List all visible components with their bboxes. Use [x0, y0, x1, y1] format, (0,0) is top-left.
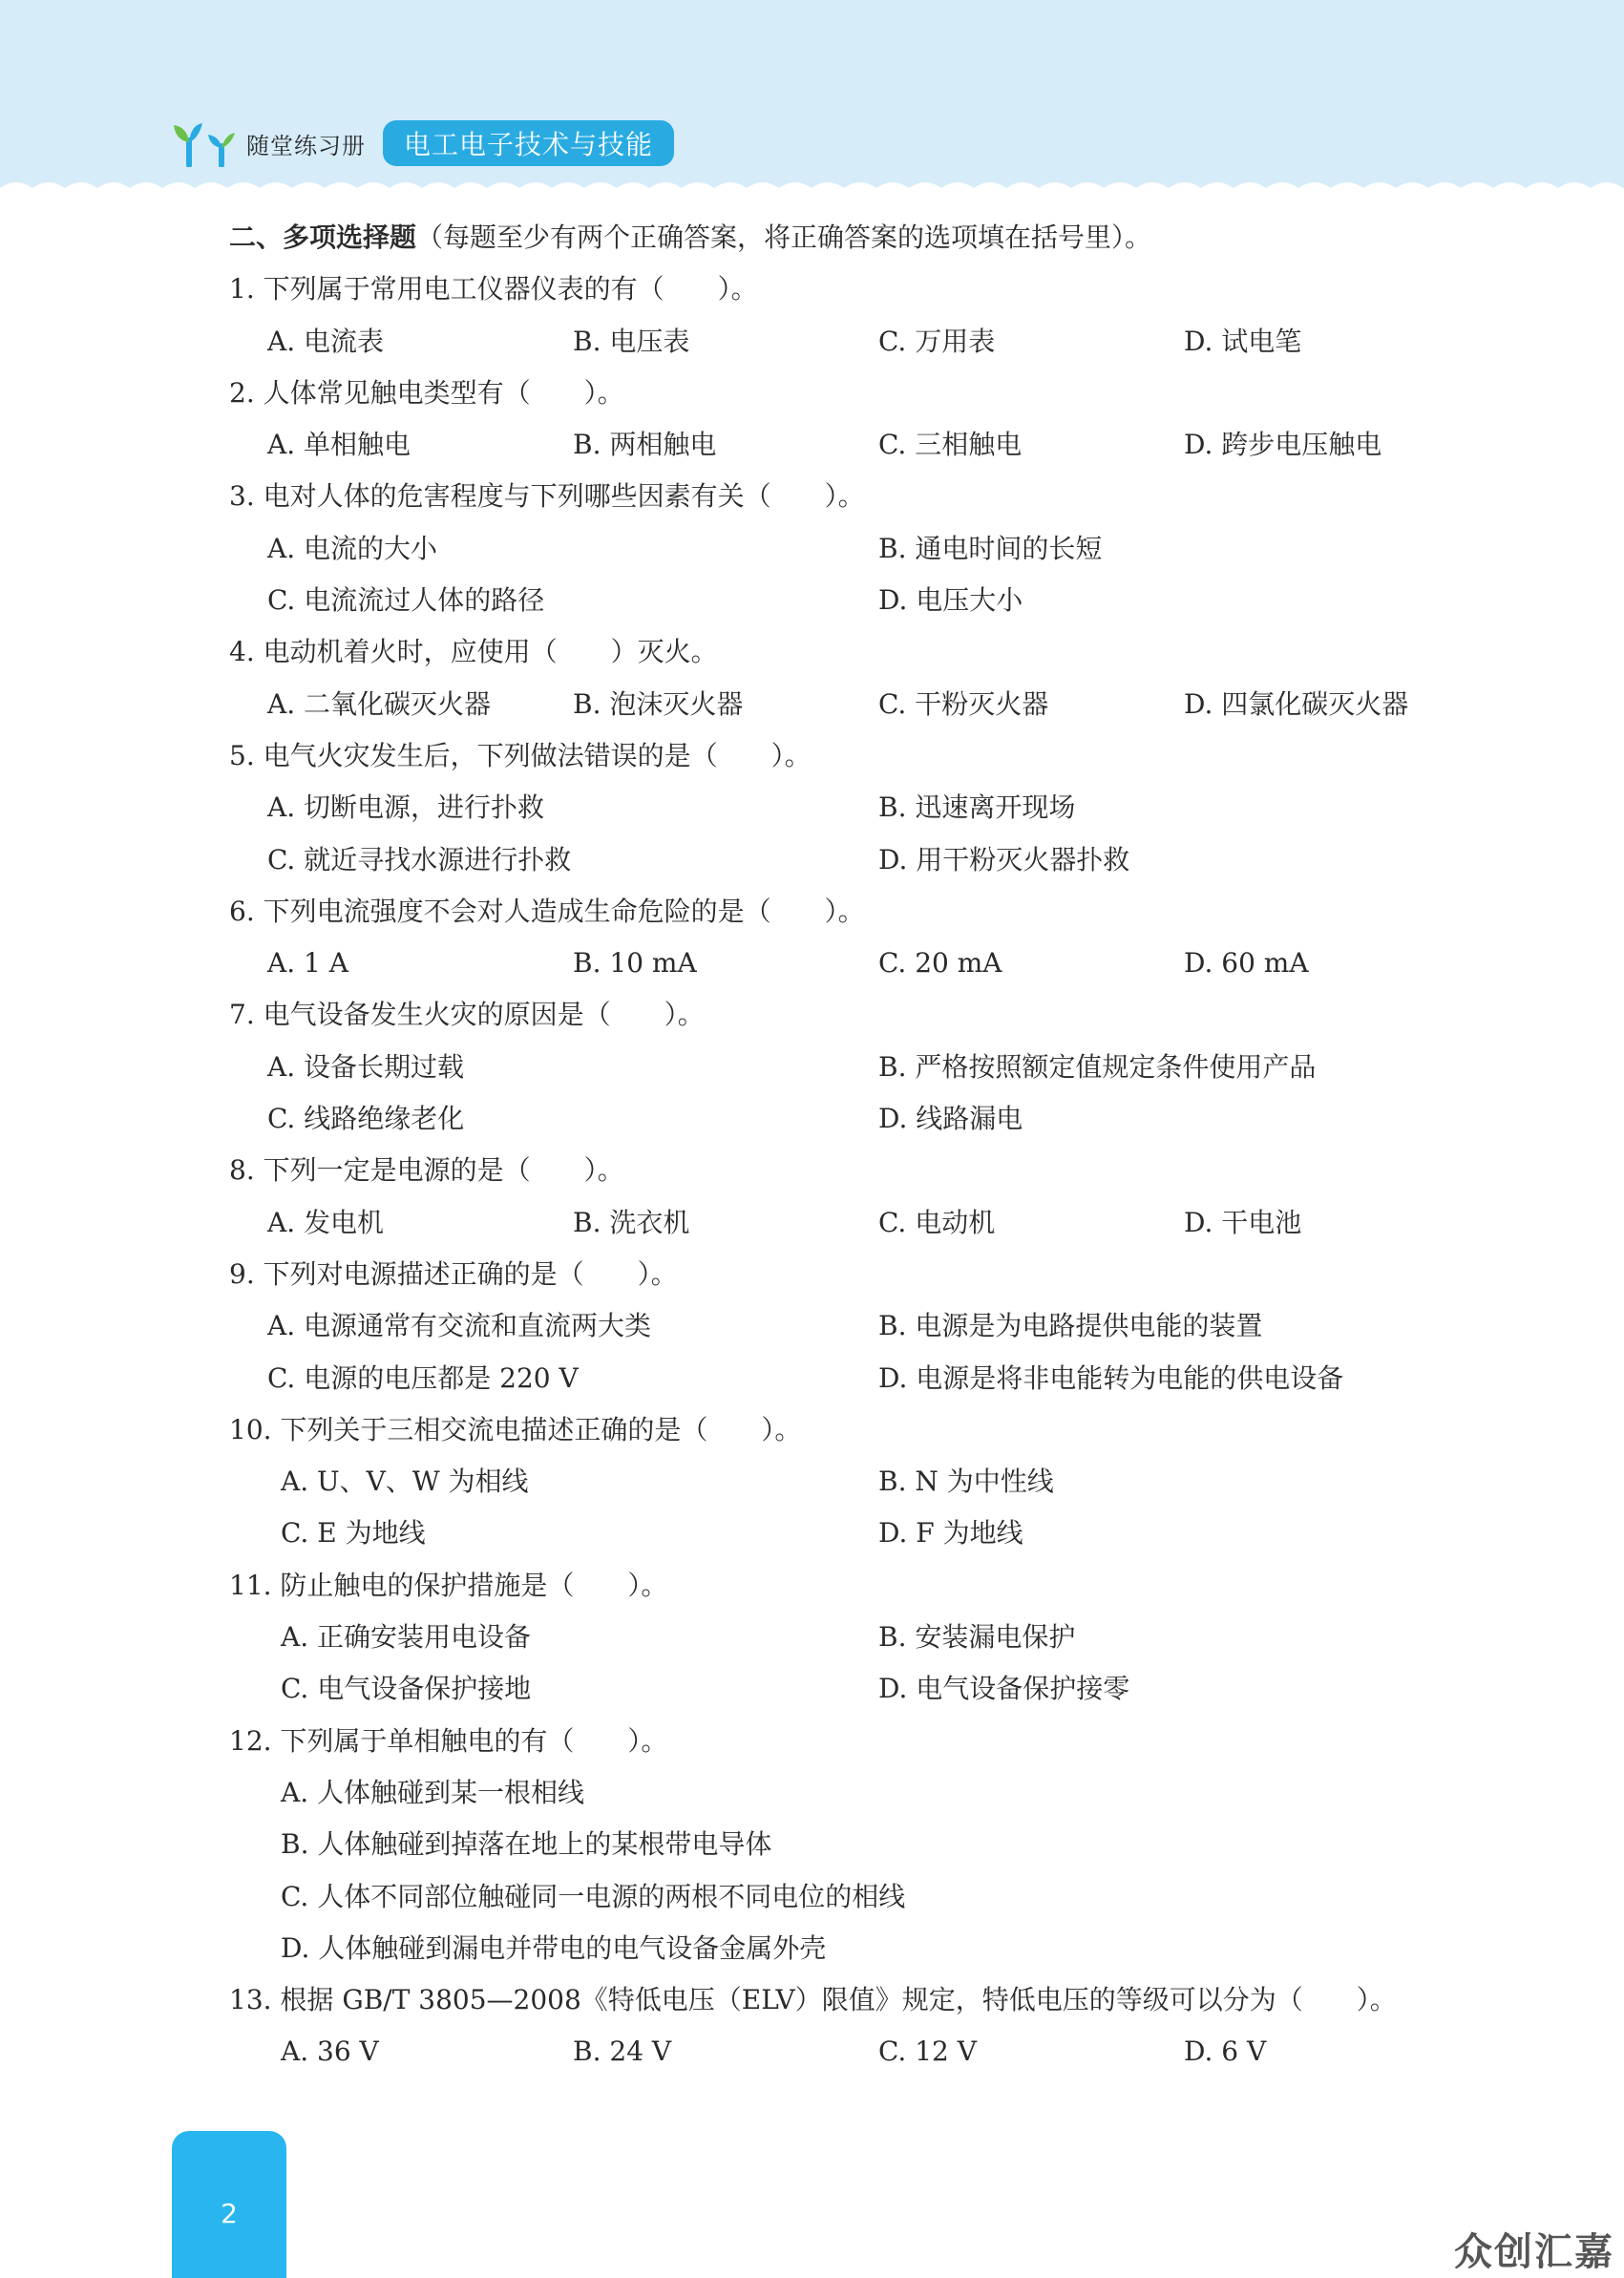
question-10-option-a: A. U、V、W 为相线	[281, 1466, 529, 1498]
options-row	[229, 1767, 1470, 1819]
page-header	[0, 0, 1624, 205]
options-row	[229, 1042, 1470, 1093]
options-row	[229, 1456, 1470, 1508]
question-2-option-c: C. 三相触电	[878, 429, 1023, 461]
question-10: 10. 下列关于三相交流电描述正确的是（ ）。	[229, 1413, 802, 1445]
question-10-option-c: C. E 为地线	[281, 1517, 426, 1550]
section-instructions: （每题至少有两个正确答案，将正确答案的选项填在括号里）。	[416, 221, 1152, 253]
options-row	[229, 419, 1470, 471]
question-12-option-c: C. 人体不同部位触碰同一电源的两根不同电位的相线	[281, 1880, 906, 1912]
question-12-option-d: D. 人体触碰到漏电并带电的电气设备金属外壳	[281, 1931, 827, 1964]
question-6: 6. 下列电流强度不会对人造成生命危险的是（ ）。	[229, 895, 865, 927]
question-8-option-b: B. 洗衣机	[573, 1206, 690, 1238]
question-11-option-d: D. 电气设备保护接零	[878, 1673, 1130, 1705]
question-11-option-c: C. 电气设备保护接地	[281, 1673, 532, 1705]
question-13-option-b: B. 24 V	[573, 2035, 672, 2068]
section-heading	[229, 212, 1470, 264]
question-5-option-b: B. 迅速离开现场	[878, 791, 1076, 824]
question-8-option-d: D. 干电池	[1184, 1206, 1302, 1238]
question-11: 11. 防止触电的保护措施是（ ）。	[229, 1569, 668, 1601]
question-4-option-d: D. 四氯化碳灭火器	[1184, 687, 1409, 720]
question-3-option-d: D. 电压大小	[878, 584, 1023, 617]
question-2: 2. 人体常见触电类型有（ ）。	[229, 376, 624, 409]
question-12-option-a: A. 人体触碰到某一根相线	[281, 1776, 585, 1808]
question-13-option-c: C. 12 V	[878, 2035, 977, 2068]
question-9: 9. 下列对电源描述正确的是（ ）。	[229, 1257, 678, 1290]
question-4-option-b: B. 泡沫灭火器	[573, 687, 744, 720]
question-4-option-a: A. 二氧化碳灭火器	[267, 687, 492, 720]
question-8-option-c: C. 电动机	[878, 1206, 996, 1238]
question-6-option-d: D. 60 mA	[1184, 947, 1309, 980]
question-8-option-a: A. 发电机	[267, 1206, 385, 1238]
question-1-option-d: D. 试电笔	[1184, 325, 1302, 357]
question-8: 8. 下列一定是电源的是（ ）。	[229, 1154, 624, 1187]
question-11-option-a: A. 正确安装用电设备	[281, 1621, 532, 1654]
header-wave	[0, 177, 1624, 205]
brand-name: 随堂练习册	[246, 132, 366, 159]
question-3-option-c: C. 电流流过人体的路径	[267, 584, 545, 617]
options-row	[229, 1093, 1470, 1145]
watermark: 众创汇嘉	[1454, 2230, 1614, 2274]
options-row	[229, 1923, 1470, 1974]
options-row	[229, 1508, 1470, 1559]
question-3-option-b: B. 通电时间的长短	[878, 532, 1103, 564]
options-row	[229, 1871, 1470, 1923]
question-5-option-a: A. 切断电源，进行扑救	[267, 791, 545, 824]
question-4-option-c: C. 干粉灭火器	[878, 687, 1049, 720]
options-row	[229, 575, 1470, 626]
options-row	[229, 834, 1470, 886]
page-number-tab	[172, 2131, 286, 2278]
options-row	[229, 679, 1470, 730]
question-9-option-b: B. 电源是为电路提供电能的装置	[878, 1310, 1263, 1342]
question-5-option-d: D. 用干粉灭火器扑救	[878, 843, 1130, 875]
section-title: 二、多项选择题	[229, 221, 417, 253]
question-1: 1. 下列属于常用电工仪器仪表的有（ ）。	[229, 273, 758, 306]
question-12: 12. 下列属于单相触电的有（ ）。	[229, 1724, 668, 1757]
options-row	[229, 1612, 1470, 1663]
question-1-option-c: C. 万用表	[878, 325, 996, 357]
brand-bar	[170, 116, 674, 170]
question-9-option-a: A. 电源通常有交流和直流两大类	[267, 1310, 652, 1342]
question-5-option-c: C. 就近寻找水源进行扑救	[267, 843, 572, 875]
options-row	[229, 1300, 1470, 1352]
question-13-option-d: D. 6 V	[1184, 2035, 1267, 2068]
question-6-option-b: B. 10 mA	[573, 947, 697, 980]
question-7-option-c: C. 线路绝缘老化	[267, 1103, 465, 1135]
question-9-option-d: D. 电源是将非电能转为电能的供电设备	[878, 1361, 1344, 1394]
question-6-option-a: A. 1 A	[267, 947, 348, 980]
question-13: 13. 根据 GB/T 3805—2008《特低电压（ELV）限值》规定，特低电压的等级可以分为（ ）。	[229, 1984, 1397, 2016]
question-3: 3. 电对人体的危害程度与下列哪些因素有关（ ）。	[229, 480, 865, 513]
options-row	[229, 1353, 1470, 1404]
question-7-option-d: D. 线路漏电	[878, 1103, 1023, 1135]
options-row	[229, 1663, 1470, 1715]
book-title: 电工电子技术与技能	[383, 120, 674, 166]
question-1-option-a: A. 电流表	[267, 325, 385, 357]
exercise-content	[229, 212, 1470, 2078]
question-9-option-c: C. 电源的电压都是 220 V	[267, 1361, 579, 1394]
options-row	[229, 938, 1470, 989]
options-row	[229, 2026, 1470, 2078]
options-row	[229, 782, 1470, 833]
question-3-option-a: A. 电流的大小	[267, 532, 438, 564]
page-number: 2	[221, 2198, 238, 2229]
question-7: 7. 电气设备发生火灾的原因是（ ）。	[229, 999, 705, 1031]
question-5: 5. 电气火灾发生后，下列做法错误的是（ ）。	[229, 739, 812, 771]
options-row	[229, 316, 1470, 368]
question-7-option-a: A. 设备长期过载	[267, 1050, 465, 1083]
options-row	[229, 523, 1470, 575]
question-13-option-a: A. 36 V	[281, 2035, 379, 2068]
question-6-option-c: C. 20 mA	[878, 947, 1002, 980]
question-10-option-b: B. N 为中性线	[878, 1466, 1054, 1498]
question-1-option-b: B. 电压表	[573, 325, 690, 357]
question-12-option-b: B. 人体触碰到掉落在地上的某根带电导体	[281, 1828, 772, 1861]
question-2-option-a: A. 单相触电	[267, 429, 411, 461]
sprout-icon	[170, 119, 239, 167]
options-row	[229, 1197, 1470, 1249]
options-row	[229, 1819, 1470, 1870]
question-4: 4. 电动机着火时，应使用（ ）灭火。	[229, 636, 718, 668]
question-7-option-b: B. 严格按照额定值规定条件使用产品	[878, 1050, 1317, 1083]
question-2-option-d: D. 跨步电压触电	[1184, 429, 1382, 461]
question-2-option-b: B. 两相触电	[573, 429, 717, 461]
question-10-option-d: D. F 为地线	[878, 1517, 1023, 1550]
question-11-option-b: B. 安装漏电保护	[878, 1621, 1076, 1654]
